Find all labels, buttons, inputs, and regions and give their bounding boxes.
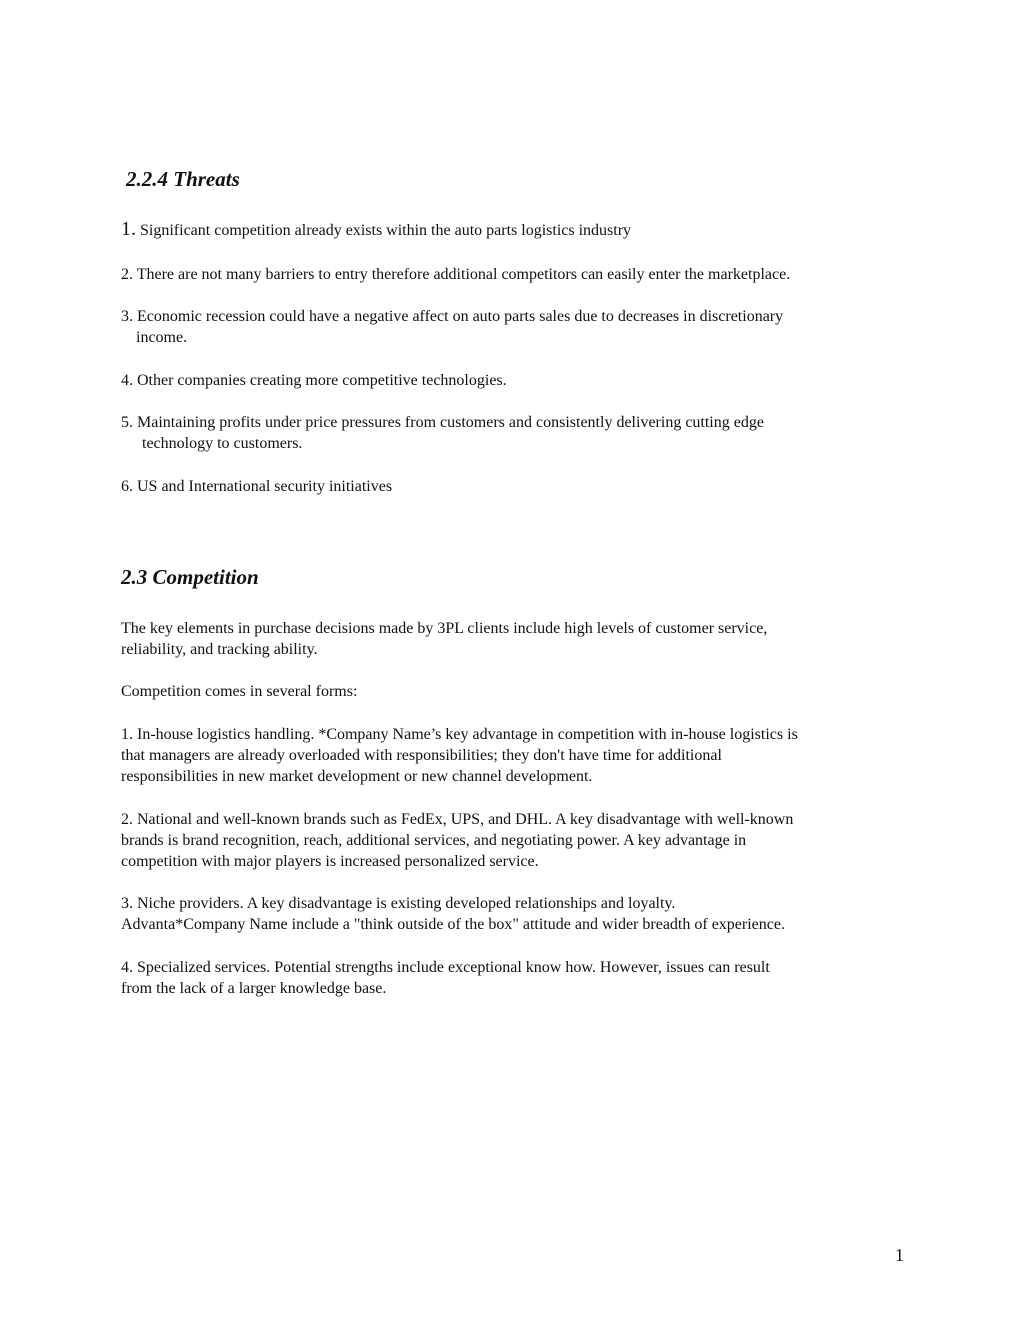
threat-item-1-text: Significant competition already exists within the auto parts logistics industry [140, 222, 632, 239]
threat-item-2 [121, 264, 921, 285]
competition-item-1-line-2: that managers are already overloaded with responsibilities; they don't have time for additional [121, 747, 722, 764]
competition-intro-line-1: The key elements in purchase decisions made by 3PL clients include high levels of customer service, [121, 620, 768, 637]
threat-item-5-line-2: technology to customers. [142, 435, 303, 452]
competition-item-2-line-1: 2. National and well-known brands such as FedEx, UPS, and DHL. A key disadvantage with well-known [121, 811, 794, 828]
competition-item-3 [121, 893, 921, 935]
threat-item-5 [121, 412, 921, 454]
threat-item-5-line-1: 5. Maintaining profits under price pressures from customers and consistently delivering cutting edge [121, 414, 764, 431]
competition-intro [121, 618, 921, 660]
competition-item-4-line-2: from the lack of a larger knowledge base. [121, 980, 387, 997]
threat-item-1-line-1 [121, 219, 921, 241]
competition-item-3-line-1: 3. Niche providers. A key disadvantage is existing developed relationships and loyalty. [121, 895, 676, 912]
threat-item-6-line-1: 6. US and International security initiatives [121, 478, 393, 495]
competition-item-4-line-1: 4. Specialized services. Potential strengths include exceptional know how. However, issues can result [121, 959, 770, 976]
threat-item-4 [121, 370, 921, 391]
competition-item-4 [121, 957, 921, 999]
threat-item-6 [121, 476, 921, 497]
competition-item-1-line-3: responsibilities in new market development or new channel development. [121, 768, 593, 785]
competition-item-2 [121, 809, 921, 872]
competition-forms-line: Competition comes in several forms: [121, 683, 358, 700]
competition-item-2-line-2: brands is brand recognition, reach, additional services, and negotiating power. A key advantage in [121, 832, 747, 849]
threat-item-3 [121, 306, 921, 348]
section-heading-threats: 2.2.4 Threats [126, 167, 240, 191]
page-number: 1 [895, 1245, 904, 1265]
threat-item-4-line-1: 4. Other companies creating more competitive technologies. [121, 372, 507, 389]
threat-item-2-line-1: 2. There are not many barriers to entry therefore additional competitors can easily enter the marketplace. [121, 266, 791, 283]
competition-intro-line-2: reliability, and tracking ability. [121, 641, 318, 658]
threat-item-3-line-2: income. [136, 329, 188, 346]
competition-item-2-line-3: competition with major players is increased personalized service. [121, 853, 539, 870]
competition-item-1 [121, 724, 921, 787]
threat-item-3-line-1: 3. Economic recession could have a negative affect on auto parts sales due to decreases in discretionary [121, 308, 784, 325]
threat-item-1 [121, 219, 921, 241]
threat-item-1-number: 1. [121, 218, 136, 240]
competition-item-1-line-1: 1. In-house logistics handling. *Company Name’s key advantage in competition with in-house logistics is [121, 726, 798, 743]
section-heading-competition: 2.3 Competition [121, 565, 259, 589]
competition-item-3-line-2: Advanta*Company Name include a "think outside of the box" attitude and wider breadth of experience. [121, 916, 785, 933]
